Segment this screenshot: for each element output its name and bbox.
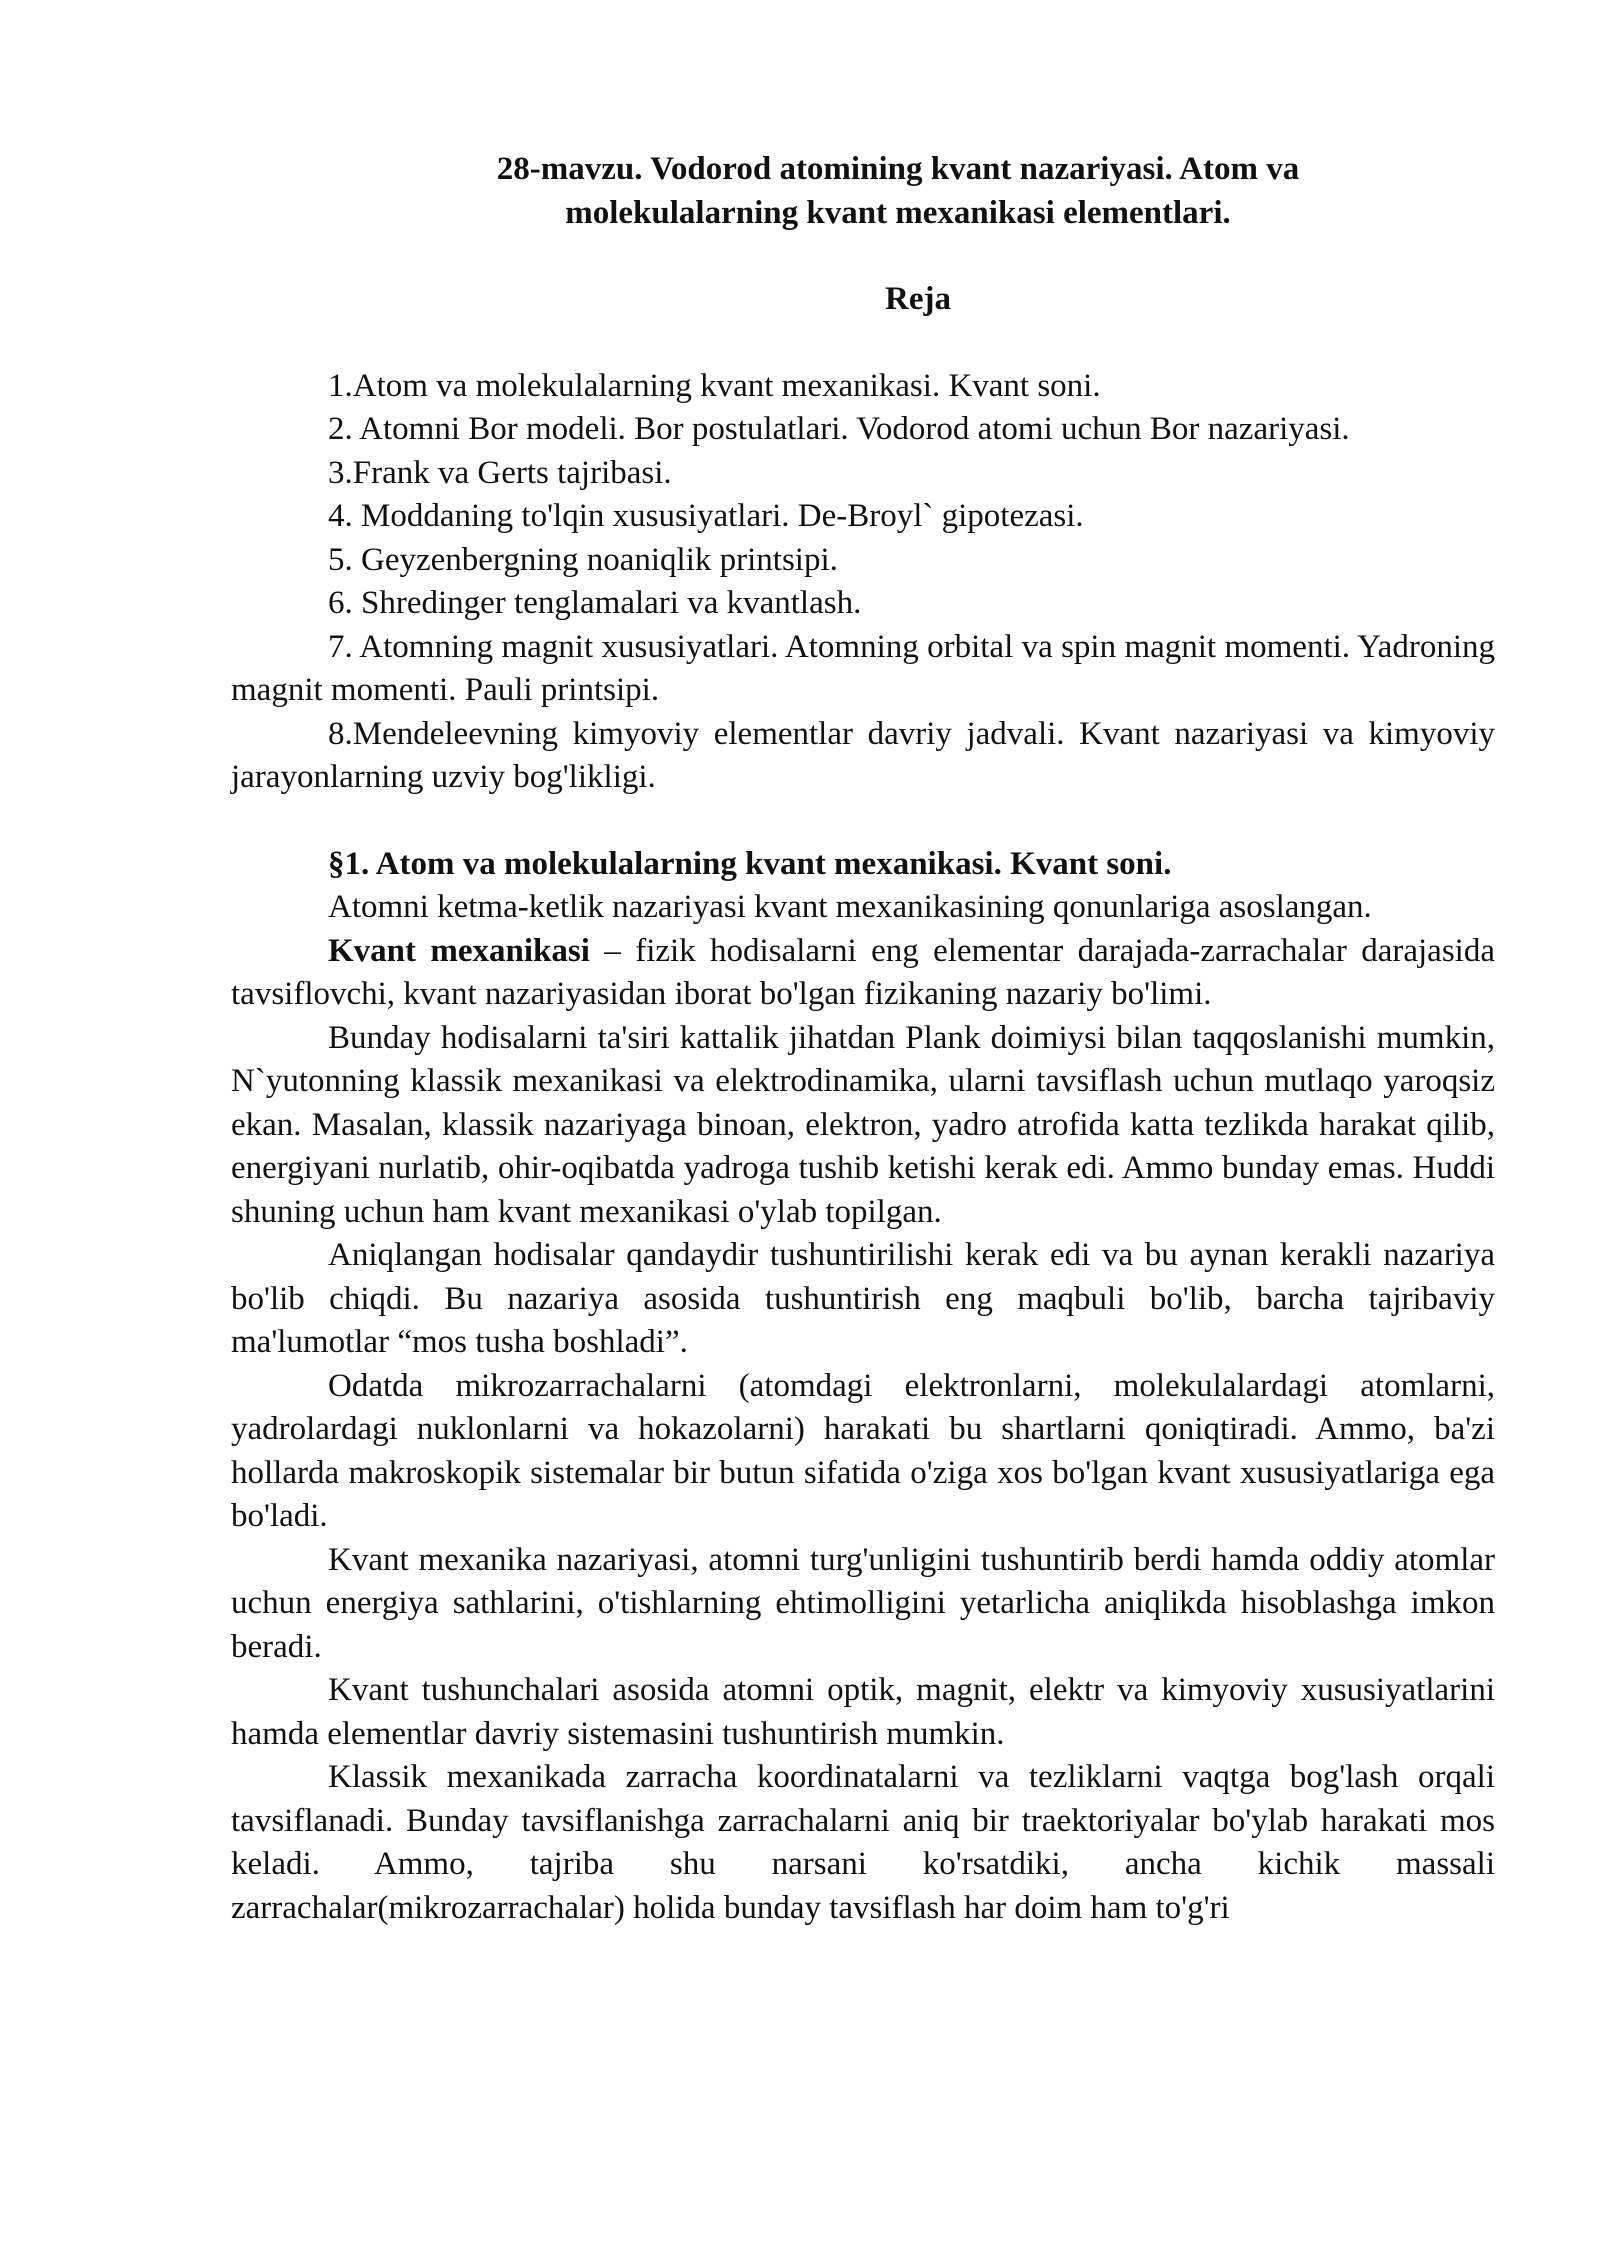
plan-item: 7. Atomning magnit xususiyatlari. Atomning orbital va spin magnit momenti. Yadroning magnit momenti. Pauli printsipi. (231, 628, 1495, 708)
document-content (231, 148, 1495, 1930)
paragraph: Atomni ketma-ketlik nazariyasi kvant mexanikasining qonunlariga asoslangan. (328, 889, 1372, 925)
document-title (231, 148, 1495, 235)
paragraph: Kvant mexanika nazariyasi, atomni turg'unligini tushuntirib berdi hamda oddiy atomlar uchun energiya sathlarini, o'tishlarning ehtimolligini yetarlicha aniqlikda hisoblashga imkon beradi. (231, 1541, 1495, 1665)
plan-item: 6. Shredinger tenglamalari va kvantlash. (328, 585, 862, 621)
paragraph: Bunday hodisalarni ta'siri kattalik jihatdan Plank doimiysi bilan taqqoslanishi mumkin, N`yutonning klassik mexanikasi va elektrodinamika, ularni tavsiflash uchun mutlaqo yaroqsiz ekan. Masalan, klassik nazariyaga binoan, elektron, yadro atrofida katta tezlikda harakat qilib, energiyani nurlatib, ohir-oqibatda yadroga tushib ketishi kerak edi. Ammo bunday emas. Huddi shuning uchun ham kvant mexanikasi o'ylab topilgan. (231, 1019, 1495, 1230)
plan-item: 1.Atom va molekulalarning kvant mexanikasi. Kvant soni. (328, 367, 1101, 404)
paragraph: Odatda mikrozarrachalarni (atomdagi elektronlarni, molekulalardagi atomlarni, yadrolardagi nuklonlarni va hokazolarni) harakati bu shartlarni qoniqtiradi. Ammo, ba'zi hollarda makroskopik sistemalar bir butun sifatida o'ziga xos bo'lgan kvant xususiyatlariga ega bo'ladi. (231, 1367, 1495, 1534)
paragraph: Kvant tushunchalari asosida atomni optik, magnit, elektr va kimyoviy xususiyatlarini hamda elementlar davriy sistemasini tushuntirish mumkin. (231, 1672, 1495, 1752)
title-line-1: 28-mavzu. Vodorod atomining kvant nazariyasi. Atom va (496, 151, 1300, 187)
plan-list (231, 365, 1495, 800)
definition-text: – fizik hodisalarni eng elementar darajada-zarrachalar darajasida tavsiflovchi, kvant nazariyasidan iborat bo'lgan fizikaning nazariy bo'limi. (231, 932, 1495, 1012)
plan-item: 4. Moddaning to'lqin xususiyatlari. De-Broyl` gipotezasi. (328, 498, 1084, 534)
paragraph-definition (231, 930, 1495, 1017)
plan-item: 3.Frank va Gerts tajribasi. (328, 454, 672, 491)
plan-item: 2. Atomni Bor modeli. Bor postulatlari. Vodorod atomi uchun Bor nazariyasi. (328, 411, 1350, 447)
paragraph: Klassik mexanikada zarracha koordinatalarni va tezliklarni vaqtga bog'lash orqali tavsiflanadi. Bunday tavsiflanishga zarrachalarni aniq bir traektoriyalar bo'ylab harakati mos keladi. Ammo, tajriba shu narsani ko'rsatdiki, ancha kichik massali zarrachalar(mikrozarrachalar) holida bunday tavsiflash har doim ham to'g'ri (231, 1759, 1495, 1926)
defined-term: Kvant mexanikasi (328, 932, 590, 969)
plan-item: 8.Mendeleevning kimyoviy elementlar davriy jadvali. Kvant nazariyasi va kimyoviy jarayonlarning uzviy bog'likligi. (231, 715, 1495, 795)
plan-heading: Reja (885, 281, 951, 317)
plan-item: 5. Geyzenbergning noaniqlik printsipi. (328, 541, 838, 578)
section-heading: §1. Atom va molekulalarning kvant mexanikasi. Kvant soni. (328, 845, 1172, 882)
paragraph: Aniqlangan hodisalar qandaydir tushuntirilishi kerak edi va bu aynan kerakli nazariya bo'lib chiqdi. Bu nazariya asosida tushuntirish eng maqbuli bo'lib, barcha tajribaviy ma'lumotlar “mos tusha boshladi”. (231, 1237, 1495, 1360)
title-line-2: molekulalarning kvant mexanikasi elementlari. (565, 194, 1231, 231)
